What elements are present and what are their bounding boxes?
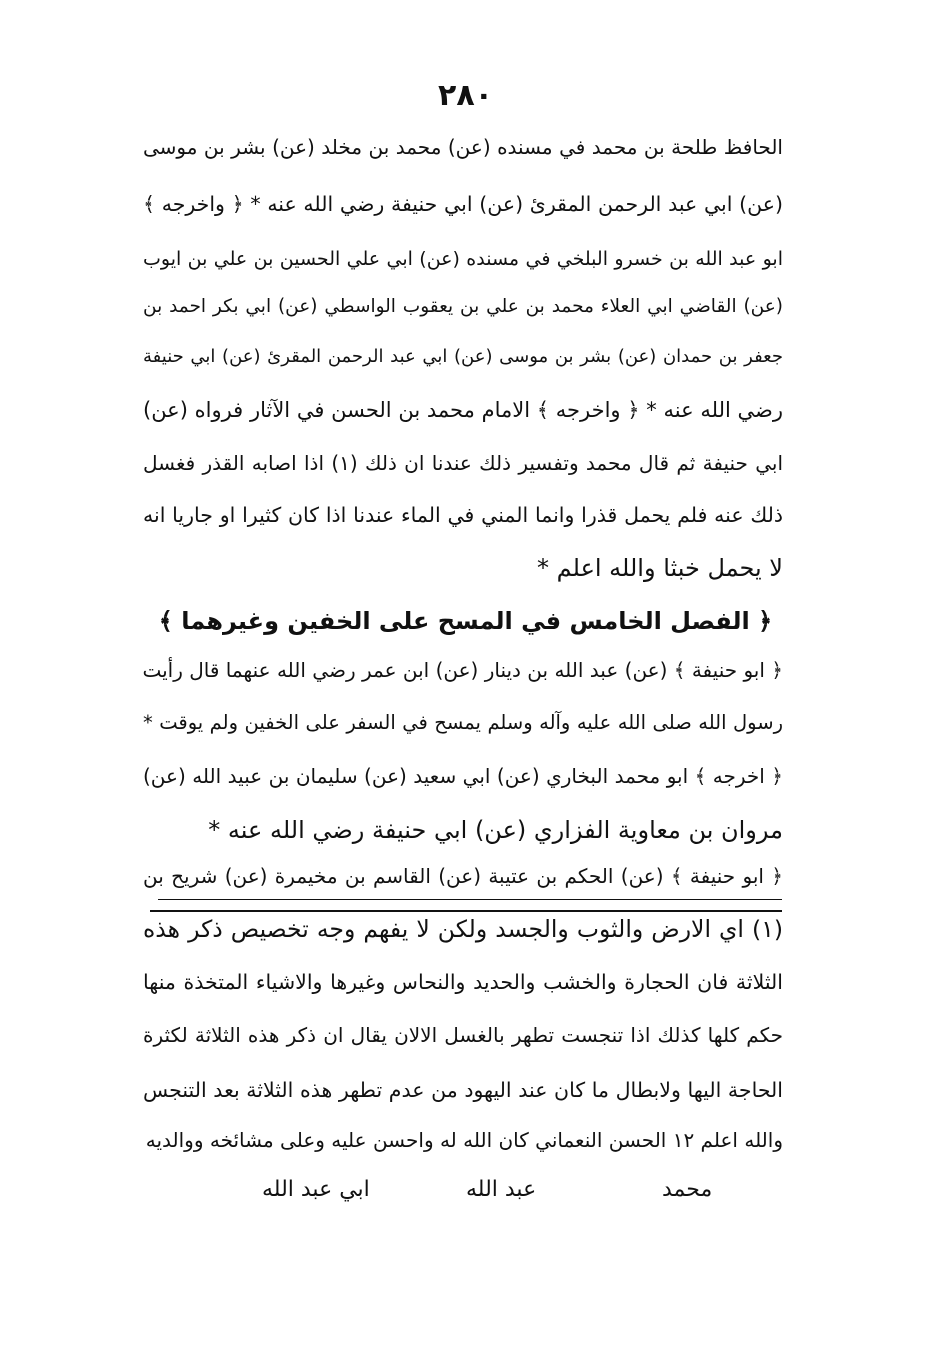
text-line: رضي الله عنه * ﴿ واخرجه ﴾ الامام محمد بن الحسن في الآثار فرواه (عن) bbox=[143, 398, 783, 422]
text-line: الحافظ طلحة بن محمد في مسنده (عن) محمد بن مخلد (عن) بشر بن موسى bbox=[143, 135, 783, 159]
page-number: ٢٨٠ bbox=[438, 78, 493, 113]
underline-rule bbox=[158, 899, 782, 900]
footnote-line: والله اعلم ١٢ الحسن النعماني كان الله له واحسن عليه وعلى مشائخه ووالديه bbox=[145, 1128, 783, 1152]
text-line: (عن) ابي عبد الرحمن المقرئ (عن) ابي حنيفة رضي الله عنه * ﴿ واخرجه ﴾ bbox=[143, 192, 783, 216]
footnote-line: حكم كلها كذلك اذا تنجست تطهر بالغسل الالان يقال ان ذكر هذه الثلاثة لكثرة bbox=[143, 1023, 783, 1047]
footnote-line: (١) اي الارض والثوب والجسد ولكن لا يفهم وجه تخصيص ذكر هذه bbox=[143, 915, 783, 943]
text-line: ذلك عنه فلم يحمل قذرا وانما المني في الماء عندنا اذا كان كثيرا او جاريا انه bbox=[143, 503, 783, 527]
text-line: ﴿ ابو حنيفة ﴾ (عن) الحكم بن عتيبة (عن) القاسم بن مخيمرة (عن) شريح بن bbox=[143, 864, 783, 888]
text-line: (عن) القاضي ابي العلاء محمد بن علي بن يعقوب الواسطي (عن) ابي بكر احمد بن bbox=[143, 296, 783, 317]
footnote-line: الثلاثة فان الحجارة والخشب والحديد والنحاس وغيرها والاشياء المتخذة منها bbox=[143, 970, 783, 994]
signature-name: ابي عبد الله bbox=[262, 1177, 370, 1202]
signature-name: عبد الله bbox=[466, 1177, 537, 1202]
text-line: ﴿ اخرجه ﴾ ابو محمد البخاري (عن) ابي سعيد (عن) سليمان بن عبيد الله (عن) bbox=[143, 764, 783, 788]
signature-name: محمد bbox=[662, 1177, 713, 1202]
text-line: رسول الله صلى الله عليه وآله وسلم يمسح في السفر على الخفين ولم يوقت * bbox=[143, 711, 783, 734]
text-line: ﴿ ابو حنيفة ﴾ (عن) عبد الله بن دينار (عن) ابن عمر رضي الله عنهما قال رأيت bbox=[142, 658, 783, 682]
footnote-line: الحاجة اليها ولابطال ما كان عند اليهود من عدم تطهر هذه الثلاثة بعد التنجس bbox=[143, 1078, 783, 1102]
text-line: جعفر بن حمدان (عن) بشر بن موسى (عن) ابي عبد الرحمن المقرئ (عن) ابي حنيفة bbox=[143, 346, 783, 367]
text-line: لا يحمل خبثا والله اعلم * bbox=[537, 554, 783, 582]
text-line: ابي حنيفة ثم قال محمد وتفسير ذلك عندنا ان ذلك (١) اذا اصابه القذر فغسل bbox=[143, 451, 784, 475]
text-line: مروان بن معاوية الفزاري (عن) ابي حنيفة رضي الله عنه * bbox=[208, 816, 783, 844]
text-line: ابو عبد الله بن خسرو البلخي في مسنده (عن) ابي علي الحسين بن علي بن ايوب bbox=[143, 248, 783, 270]
section-heading: ﴿ الفصل الخامس في المسح على الخفين وغيرهما ﴾ bbox=[158, 607, 773, 635]
footnote-separator bbox=[150, 910, 782, 912]
